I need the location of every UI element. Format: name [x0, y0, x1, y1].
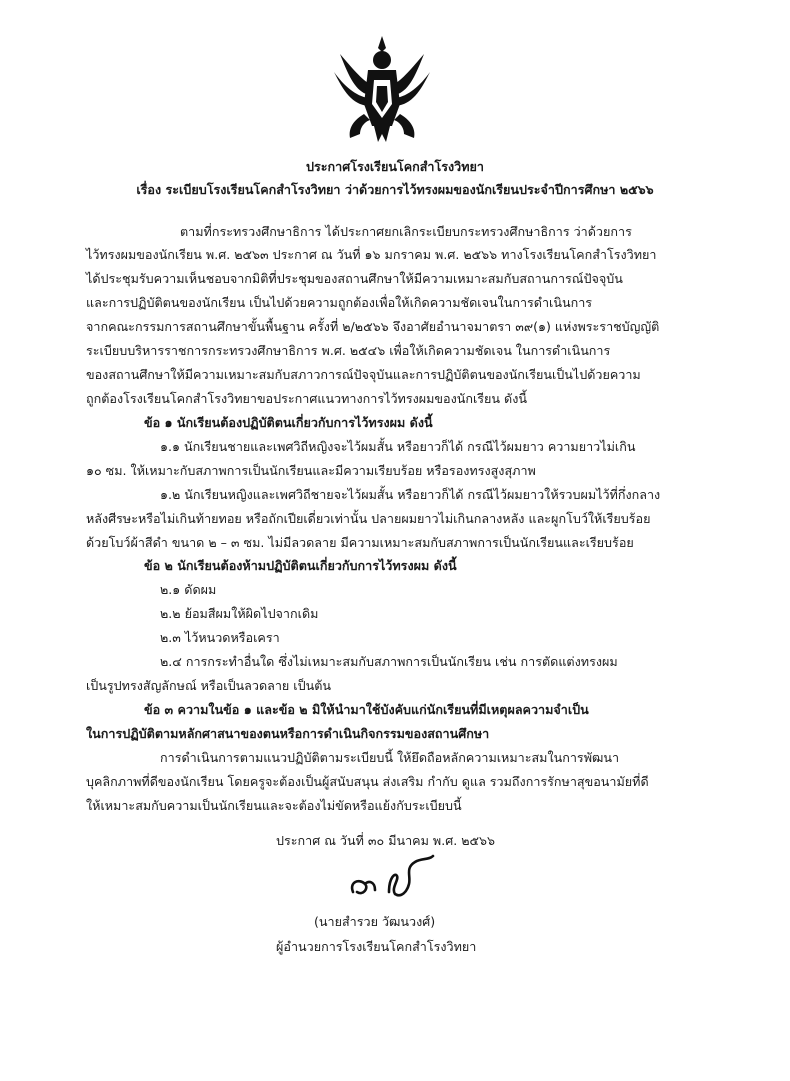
announcement-date: ประกาศ ณ วันที่ ๓๐ มีนาคม พ.ศ. ๒๕๖๖	[276, 833, 496, 848]
clause-1-2-line: หลังศีรษะหรือไม่เกินท้ายทอย หรือถักเปียเดี่ยวเท่านั้น ปลายผมยาวไม่เกินกลางหลัง และผูกโบว์ให้เรียบร้อย	[86, 511, 651, 526]
announcement-subject: เรื่อง ระเบียบโรงเรียนโคกสำโรงวิทยา ว่าด้วยการไว้ทรงผมของนักเรียนประจำปีการศึกษา ๒๕๖๖	[136, 182, 654, 197]
clause-3-body-line: บุคลิกภาพที่ดีของนักเรียน โดยครูจะต้องเป็นผู้สนับสนุน ส่งเสริม กำกับ ดูแล รวมถึงการรักษาสุขอนามัยที่ดี	[86, 774, 649, 789]
clause-1-1-line: ๑๐ ซม. ให้เหมาะกับสภาพการเป็นนักเรียนและมีความเรียบร้อย หรือรองทรงสูงสุภาพ	[86, 463, 536, 478]
intro-line: จากคณะกรรมการสถานศึกษาขั้นพื้นฐาน ครั้งที่ ๒/๒๕๖๖ จึงอาศัยอำนาจมาตรา ๓๙(๑) แห่งพระราชบัญญัติ	[86, 319, 660, 334]
intro-line: ถูกต้องโรงเรียนโคกสำโรงวิทยาขอประกาศแนวทางการไว้ทรงผมของนักเรียน ดังนี้	[86, 391, 527, 406]
clause-1-2-line: ด้วยโบว์ผ้าสีดำ ขนาด ๒ – ๓ ซม. ไม่มีลวดลาย มีความเหมาะสมกับสภาพการเป็นนักเรียนและเรียบร้อย	[86, 535, 634, 550]
clause-2-4-line: ๒.๔ การกระทำอื่นใด ซึ่งไม่เหมาะสมกับสภาพการเป็นนักเรียน เช่น การตัดแต่งทรงผม	[160, 654, 618, 669]
clause-1-2-line: ๑.๒ นักเรียนหญิงและเพศวิถีชายจะไว้ผมสั้น หรือยาวก็ได้ กรณีไว้ผมยาวให้รวบผมไว้ที่กึ่งกลาง	[160, 487, 661, 502]
clause-3-heading: ข้อ ๓ ความในข้อ ๑ และข้อ ๒ มิให้นำมาใช้บังคับแก่นักเรียนที่มีเหตุผลความจำเป็น	[144, 702, 589, 717]
clause-2-1: ๒.๑ ดัดผม	[160, 582, 217, 597]
clause-3-body-line: การดำเนินการตามแนวปฏิบัติตามระเบียบนี้ ให้ยึดถือหลักความเหมาะสมในการพัฒนา	[160, 750, 620, 765]
clause-2-3: ๒.๓ ไว้หนวดหรือเครา	[160, 630, 280, 645]
signer-title: ผู้อำนวยการโรงเรียนโคกสำโรงวิทยา	[276, 939, 477, 954]
clause-2-heading: ข้อ ๒ นักเรียนต้องห้ามปฏิบัติตนเกี่ยวกับการไว้ทรงผม ดังนี้	[144, 558, 457, 573]
intro-line: ตามที่กระทรวงศึกษาธิการ ได้ประกาศยกเลิกระเบียบกระทรวงศึกษาธิการ ว่าด้วยการ	[180, 224, 632, 239]
clause-1-heading: ข้อ ๑ นักเรียนต้องปฏิบัติตนเกี่ยวกับการไว้ทรงผม ดังนี้	[144, 415, 433, 430]
clause-2-4-line: เป็นรูปทรงสัญลักษณ์ หรือเป็นลวดลาย เป็นต้น	[86, 678, 332, 693]
signature	[345, 852, 445, 902]
intro-line: ระเบียบบริหารราชการกระทรวงศึกษาธิการ พ.ศ. ๒๕๔๖ เพื่อให้เกิดความชัดเจน ในการดำเนินการ	[86, 343, 611, 358]
clause-3-heading: ในการปฏิบัติตามหลักศาสนาของตนหรือการดำเนินกิจกรรมของสถานศึกษา	[86, 726, 490, 741]
garuda-emblem	[330, 34, 434, 144]
signer-name: (นายสำรวย วัฒนวงศ์)	[314, 914, 436, 929]
intro-line: ไว้ทรงผมของนักเรียน พ.ศ. ๒๕๖๓ ประกาศ ณ วันที่ ๑๖ มกราคม พ.ศ. ๒๕๖๖ ทางโรงเรียนโคกสำโรงวิทยา	[86, 247, 657, 262]
clause-3-body-line: ให้เหมาะสมกับความเป็นนักเรียนและจะต้องไม่ขัดหรือแย้งกับระเบียบนี้	[86, 798, 462, 813]
clause-2-2: ๒.๒ ย้อมสีผมให้ผิดไปจากเดิม	[160, 606, 319, 621]
intro-line: ได้ประชุมรับความเห็นชอบจากมิติที่ประชุมของสถานศึกษาให้มีความเหมาะสมกับสถานการณ์ปัจจุบัน	[86, 271, 623, 286]
clause-1-1-line: ๑.๑ นักเรียนชายและเพศวิถีหญิงจะไว้ผมสั้น หรือยาวก็ได้ กรณีไว้ผมยาว ความยาวไม่เกิน	[160, 439, 636, 454]
intro-line: และการปฏิบัติตนของนักเรียน เป็นไปด้วยความถูกต้องเพื่อให้เกิดความชัดเจนในการดำเนินการ	[86, 295, 593, 310]
announcement-title: ประกาศโรงเรียนโคกสำโรงวิทยา	[305, 159, 485, 174]
intro-line: ของสถานศึกษาให้มีความเหมาะสมกับสภาวการณ์ปัจจุบันและการปฏิบัติตนของนักเรียนเป็นไปด้วยความ	[86, 367, 641, 382]
